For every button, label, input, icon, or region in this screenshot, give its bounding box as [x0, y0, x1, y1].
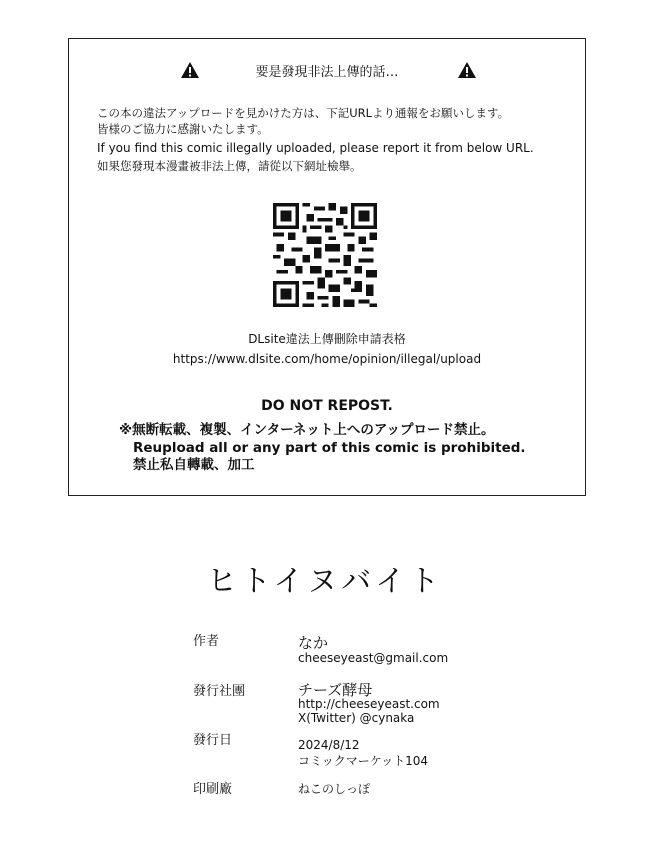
prohibition-en: Reupload all or any part of this comic is prohibited. — [133, 440, 526, 456]
book-title: ヒトイヌバイト — [206, 564, 444, 599]
qr-code[interactable] — [269, 203, 381, 307]
prohibition-jp: ※無断転載、複製、インターネット上へのアップロード禁止。 — [119, 422, 495, 438]
illegal-upload-notice-box — [68, 38, 586, 496]
prohibition-zh: 禁止私自轉載、加工 — [133, 457, 255, 473]
author-email: cheeseyeast@gmail.com — [298, 651, 449, 665]
author-label: 作者 — [193, 634, 220, 649]
notice-en-line: If you find this comic illegally uploaded, please report it from below URL. — [97, 141, 534, 155]
warning-triangle-icon — [457, 61, 477, 79]
do-not-repost-label: DO NOT REPOST. — [261, 398, 393, 414]
circle-url: http://cheeseyeast.com — [298, 697, 440, 711]
report-form-url-link[interactable]: https://www.dlsite.com/home/opinion/illegal/upload — [172, 352, 482, 366]
publish-event: コミックマーケット104 — [298, 754, 429, 768]
printer-label: 印刷廠 — [193, 782, 233, 797]
circle-name: チーズ酵母 — [298, 681, 373, 699]
printer-name: ねこのしっぽ — [298, 782, 371, 796]
warning-header — [69, 59, 585, 83]
notice-zh-line: 如果您發現本漫畫被非法上傳，請從以下網址檢舉。 — [97, 159, 362, 173]
notice-jp-line1: この本の違法アップロードを見かけた方は、下記URLより通報をお願いします。 — [97, 106, 510, 120]
publish-date-label: 發行日 — [193, 733, 233, 748]
warning-title: 要是發現非法上傳的話… — [255, 65, 399, 80]
report-form-name: DLsite違法上傳刪除申請表格 — [248, 332, 406, 346]
publish-date-value: 2024/8/12 — [298, 738, 360, 752]
notice-jp-line2: 皆様のご協力に感謝いたします。 — [97, 122, 269, 136]
author-name: なか — [298, 634, 329, 652]
circle-label: 發行社團 — [193, 684, 246, 699]
circle-twitter: X(Twitter) @cynaka — [298, 711, 415, 725]
